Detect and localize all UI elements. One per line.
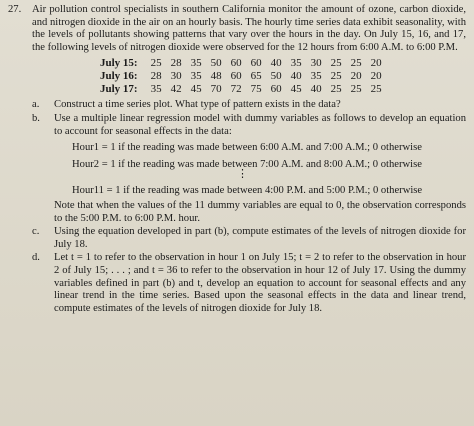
reading-cell: 25 xyxy=(330,83,342,96)
reading-cell: 70 xyxy=(210,83,222,96)
part-b-text: Use a multiple linear regression model with dummy variables as follows to develop an equation to account for seasonal effects in the data: xyxy=(54,112,466,137)
reading-cell: 65 xyxy=(250,70,262,83)
reading-cell: 28 xyxy=(170,57,182,70)
part-d xyxy=(32,252,466,315)
reading-cell: 50 xyxy=(270,70,282,83)
part-b-letter: b. xyxy=(32,112,40,124)
reading-cell: 35 xyxy=(310,70,322,83)
reading-cell: 25 xyxy=(330,70,342,83)
reading-cell: 25 xyxy=(350,57,362,70)
reading-cell: 25 xyxy=(150,57,162,70)
part-c-text: Using the equation developed in part (b), compute estimates of the levels of nitrogen dioxide for July 18. xyxy=(54,226,466,250)
part-a-text: Construct a time series plot. What type of pattern exists in the data? xyxy=(54,99,341,111)
vertical-ellipsis: ⋮ xyxy=(237,168,248,181)
table-row xyxy=(100,70,382,83)
reading-cell: 30 xyxy=(310,57,322,70)
problem-intro: Air pollution control specialists in southern California monitor the amount of ozone, carbon dioxide, and nitrogen dioxide in the air on an hourly basis. The hourly time series data exhibit seasonality, with the levels of pollutants showing patterns that vary over the hours in the day. On July 15, 16, and 17, the following levels of nitrogen dioxide were observed for the 12 hours from 6:00 A.M. to 6:00 P.M. xyxy=(32,4,466,53)
part-a xyxy=(32,99,466,112)
reading-cell: 35 xyxy=(190,57,202,70)
reading-cell: 25 xyxy=(370,83,382,96)
reading-cell: 60 xyxy=(230,57,242,70)
reading-cell: 40 xyxy=(290,70,302,83)
reading-cell: 75 xyxy=(250,83,262,96)
row-date-label: July 17: xyxy=(100,83,138,96)
dummy-hour1-definition: Hour1 = 1 if the reading was made between 6:00 A.M. and 7:00 A.M.; 0 otherwise xyxy=(72,142,422,154)
part-d-text: Let t = 1 to refer to the observation in hour 1 on July 15; t = 2 to refer to the observation in hour 2 of July 15; . . . ; and t = 36 to refer to the observation in hour 12 of July 17. Using the dummy variables defined in part (b) and t, develop an equation to account for seasonal effects and any linear trend in the time series. Based upon the seasonal effects in the data and linear trend, compute estimates of the levels of nitrogen dioxide for July 18. xyxy=(54,252,466,314)
reading-cell: 72 xyxy=(230,83,242,96)
dummy-hour2-definition: Hour2 = 1 if the reading was made between 7:00 A.M. and 8:00 A.M.; 0 otherwise xyxy=(72,158,422,170)
reading-cell: 28 xyxy=(150,70,162,83)
reading-cell: 60 xyxy=(230,70,242,83)
part-c-letter: c. xyxy=(32,226,40,238)
reading-cell: 42 xyxy=(170,83,182,96)
dummy-note: Note that when the values of the 11 dummy variables are equal to 0, the observation corresponds to the 5:00 P.M. to 6:00 P.M. hour. xyxy=(54,199,466,224)
table-row xyxy=(100,57,382,70)
reading-cell: 20 xyxy=(350,70,362,83)
reading-cell: 30 xyxy=(170,70,182,83)
reading-cell: 40 xyxy=(310,83,322,96)
reading-cell: 60 xyxy=(270,83,282,96)
reading-cell: 50 xyxy=(210,57,222,70)
part-a-letter: a. xyxy=(32,99,40,111)
reading-cell: 25 xyxy=(330,57,342,70)
part-d-letter: d. xyxy=(32,252,40,264)
dummy-hour11-definition: Hour11 = 1 if the reading was made between 4:00 P.M. and 5:00 P.M.; 0 otherwise xyxy=(72,185,423,197)
problem-27 xyxy=(8,4,466,315)
row-date-label: July 15: xyxy=(100,57,138,70)
reading-cell: 20 xyxy=(370,57,382,70)
table-row xyxy=(100,83,382,96)
reading-cell: 40 xyxy=(270,57,282,70)
reading-cell: 45 xyxy=(290,83,302,96)
part-c xyxy=(32,226,466,251)
part-b xyxy=(32,113,466,138)
reading-cell: 35 xyxy=(190,70,202,83)
reading-cell: 25 xyxy=(350,83,362,96)
reading-cell: 35 xyxy=(290,57,302,70)
reading-cell: 45 xyxy=(190,83,202,96)
problem-number: 27. xyxy=(8,4,22,15)
reading-cell: 48 xyxy=(210,70,222,83)
reading-cell: 20 xyxy=(370,70,382,83)
problem-body xyxy=(32,4,466,315)
reading-cell: 60 xyxy=(250,57,262,70)
nitrogen-dioxide-table xyxy=(100,57,382,96)
reading-cell: 35 xyxy=(150,83,162,96)
row-date-label: July 16: xyxy=(100,70,138,83)
